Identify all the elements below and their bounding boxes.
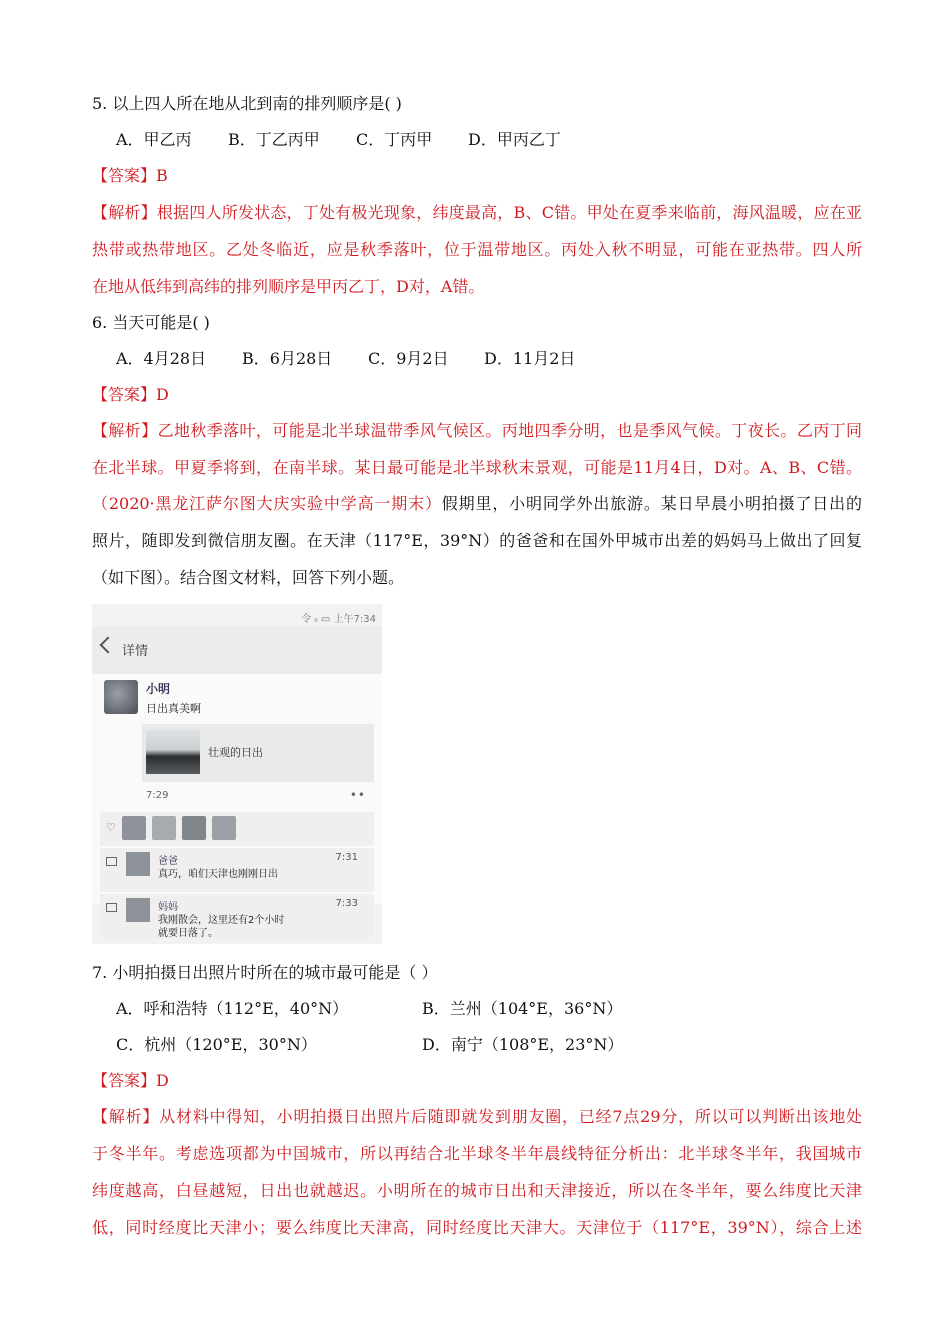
sunrise-thumbnail (146, 730, 200, 774)
link-title: 壮观的日出 (208, 746, 263, 759)
q7-analysis-line: 纬度越高，白昼越短，日出也就越迟。小明所在的城市日出和天津接近，所以在冬半年，要么纬度比天津 (92, 1181, 862, 1200)
intro-line: （如下图）。结合图文材料，回答下列小题。 (92, 568, 405, 587)
likes-bar (100, 812, 374, 846)
poster-name: 小明 (146, 682, 171, 696)
shared-link-card (142, 724, 374, 782)
back-arrow-icon (100, 637, 117, 654)
q7-option-d: D．南宁（108°E，23°N） (422, 1035, 624, 1054)
q6-analysis-line: 在北半球。甲夏季将到，在南半球。某日最可能是北半球秋末景观，可能是11月4日，D对。A、B、C错。 (92, 458, 862, 477)
intro-source: （2020·黑龙江萨尔图大庆实验中学高一期末） (92, 494, 442, 513)
comment-text (158, 914, 284, 940)
avatar (104, 680, 138, 714)
intro-text: 假期里，小明同学外出旅游。某日早晨小明拍摄了日出的 (441, 494, 862, 513)
comment-time: 7:33 (335, 898, 358, 909)
detail-header (92, 626, 382, 675)
avatar (212, 816, 236, 840)
q5-option-d: D．甲丙乙丁 (468, 130, 561, 149)
q7-analysis-line: 低，同时经度比天津小；要么纬度比天津高，同时经度比天津大。天津位于（117°E，39°N），综合上述 (92, 1218, 862, 1237)
heart-icon: ♡ (106, 821, 116, 834)
avatar (126, 898, 150, 922)
avatar (122, 816, 146, 840)
q6-option-a: A．4月28日 (116, 349, 207, 368)
q5-answer: 【答案】B (92, 166, 168, 185)
intro-line-1 (92, 494, 862, 514)
comment-text-line: 就要日落了。 (158, 928, 218, 939)
comment-author: 爸爸 (158, 856, 178, 867)
q5-analysis-line: 热带或热带地区。乙处冬临近，应是秋季落叶，位于温带地区。丙处入秋不明显，可能在亚热带。四人所 (92, 240, 862, 259)
q5-stem: 5. 以上四人所在地从北到南的排列顺序是( ) (92, 94, 402, 113)
q5-analysis-line: 在地从低纬到高纬的排列顺序是甲丙乙丁，D对，A错。 (92, 277, 485, 296)
comment-icon (106, 903, 117, 912)
post-time: 7:29 (146, 790, 169, 801)
comment-text-line: 我刚散会，这里还有2个小时 (158, 915, 285, 926)
post-text: 日出真美啊 (146, 702, 201, 715)
q7-analysis-line: 于冬半年。考虑选项都为中国城市，所以再结合北半球冬半年晨线特征分析出：北半球冬半年，我国城市 (92, 1144, 862, 1163)
wechat-screenshot-figure (92, 604, 382, 944)
comment-text: 真巧，咱们天津也刚刚日出 (158, 869, 278, 880)
comment-author: 妈妈 (158, 902, 178, 913)
q5-analysis-line: 【解析】根据四人所发状态，丁处有极光现象，纬度最高，B、C错。甲处在夏季来临前，海风温暖，应在亚 (92, 203, 862, 222)
intro-line: 照片，随即发到微信朋友圈。在天津（117°E，39°N）的爸爸和在国外甲城市出差的妈妈马上做出了回复 (92, 531, 862, 550)
comment-time: 7:31 (335, 852, 358, 863)
q7-stem: 7. 小明拍摄日出照片时所在的城市最可能是（ ） (92, 963, 438, 982)
status-bar: 令 ᵢₗ ▭ 上午7:34 (301, 614, 376, 625)
q7-option-c: C．杭州（120°E，30°N） (116, 1035, 317, 1054)
q6-option-c: C．9月2日 (368, 349, 449, 368)
q6-stem: 6. 当天可能是( ) (92, 313, 210, 332)
q6-option-b: B．6月28日 (242, 349, 333, 368)
avatar (126, 852, 150, 876)
detail-title: 详情 (122, 644, 149, 659)
q7-answer: 【答案】D (92, 1071, 169, 1090)
q6-analysis-line: 【解析】乙地秋季落叶，可能是北半球温带季风气候区。丙地四季分明，也是季风气候。丁夜长。乙丙丁同 (92, 421, 862, 440)
avatar (182, 816, 206, 840)
q5-option-b: B．丁乙丙甲 (228, 130, 320, 149)
avatar (152, 816, 176, 840)
q5-option-c: C．丁丙甲 (356, 130, 433, 149)
q7-option-b: B．兰州（104°E，36°N） (422, 999, 623, 1018)
q7-analysis-line: 【解析】从材料中得知，小明拍摄日出照片后随即就发到朋友圈，已经7点29分，所以可以判断出该地处 (92, 1107, 862, 1126)
comment-item (100, 894, 374, 938)
q7-option-a: A．呼和浩特（112°E，40°N） (116, 999, 349, 1018)
more-icon: •• (349, 788, 366, 802)
comment-item (100, 848, 374, 892)
q6-option-d: D．11月2日 (484, 349, 576, 368)
q5-option-a: A．甲乙丙 (116, 130, 192, 149)
comment-icon (106, 857, 117, 866)
q6-answer: 【答案】D (92, 385, 169, 404)
